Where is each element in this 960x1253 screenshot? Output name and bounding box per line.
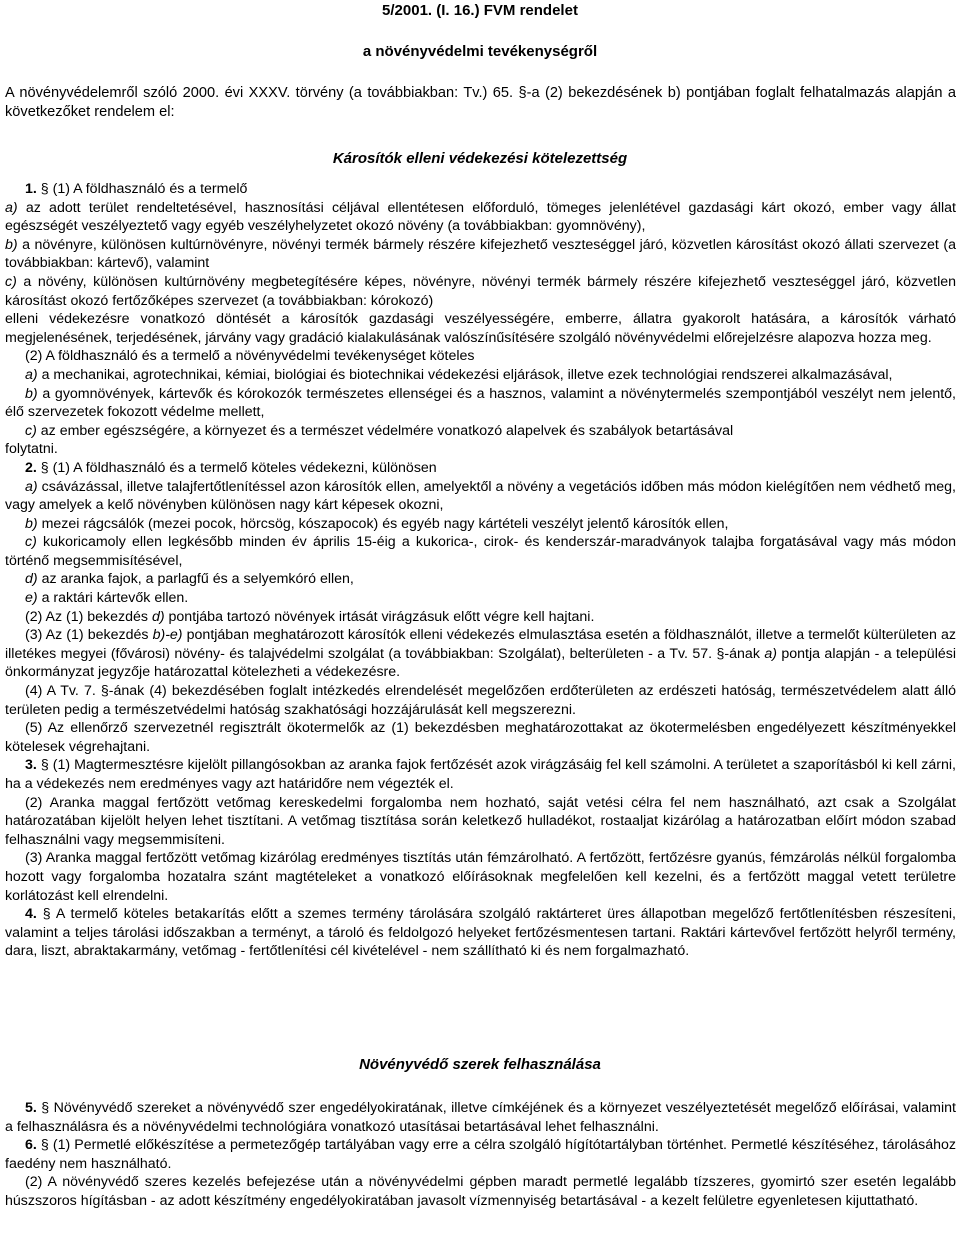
paragraph-5: 5. § Növényvédő szereket a növényvédő szer engedélyokiratának, illetve címkéjének és a környezet veszélyeztetését megelőző előírásai, valamint a felhasználásra és a növényvédelmi technológiára vonatkozó utasításai betartásával lehet felhasználni. xyxy=(5,1100,956,1135)
section-number-6: 6. xyxy=(25,1137,37,1154)
point-1-2-b: b) a gyomnövények, kártevők és kórokozók természetes ellenségei és a hasznos, valamint a növénytermelés szempontjából veszélyt nem jelentő, élő szervezetek fokozott védelme mellett, xyxy=(5,385,956,421)
section-heading-1: Károsítók elleni védekezési kötelezettség xyxy=(332,150,628,167)
point-2-c: c) kukoricamoly ellen legkésőbb minden év április 15-éig a kukorica-, cirok- és kenderszár-maradványok talajba forgatásával vagy más módon történő megsemmisítésével, xyxy=(5,534,956,569)
point-2-b: b) mezei rágcsálók (mezei pocok, hörcsög, kószapocok) és egyéb nagy kártételi veszélyt jelentő károsítók ellen, xyxy=(25,515,729,532)
paragraph-2-5: (5) Az ellenőrző szervezetnél regisztrált ökotermelők az (1) bekezdésben meghatározottakat az ökotermelésben engedélyezett készítményekkel kötelesek végrehajtani. xyxy=(5,720,956,755)
point-1-c: c) a növény, különösen kultúrnövény megbetegítésére képes, növényre, növényi termék bármely részére kifejezhető veszteséggel járó, közvetlen károsítást okozó fertőzőképes szervezet (a továbbiakban: kórokozó) xyxy=(5,273,956,309)
section-heading-2: Növényvédő szerek felhasználása xyxy=(359,1056,601,1073)
point-1-b: b) a növényre, különösen kultúrnövényre, növényi termék bármely részére kifejezhető veszteséggel járó, közvetlen károsítást okozó állati szervezet (a továbbiakban: kártevő), valamint xyxy=(5,236,956,272)
section-number-1: 1. xyxy=(25,181,37,197)
point-2-e: e) a raktári kártevők ellen. xyxy=(25,590,189,607)
point-1-2-c: c) az ember egészségére, a környezet és a természet védelmére vonatkozó alapelvek és szabályok betartásával xyxy=(25,422,734,439)
point-2-d: d) az aranka fajok, a parlagfű és a selyemkóró ellen, xyxy=(25,571,354,588)
paragraph-6-2: (2) A növényvédő szeres kezelés befejezése után a növényvédelmi gépben maradt permetlé legalább tízszeres, gyomirtó szer esetén legalább húszszoros hígításban - az adott készítmény engedélyokiratában javasolt vízmennyiség betartásával - a kezelt felületre egyenletesen kijuttatható. xyxy=(5,1174,956,1209)
section-number-4: 4. xyxy=(25,906,37,923)
section-2-body xyxy=(5,1099,956,1211)
paragraph-1-1: 1. § (1) A földhasználó és a termelő xyxy=(25,181,248,197)
paragraph-3-3: (3) Aranka maggal fertőzött vetőmag kizárólag eredményes tisztítás után fémzárolható. A fertőzött, fertőzésre gyanús, fémzárolás nélkül forgalomba hozott vagy forgalomba hozatalra szánt magtételeket a vonatkozó előírásoknak megfelelően kell kezelni, és a fertőzött maggal vetett területre korlátozást kell elrendelni. xyxy=(5,850,956,904)
paragraph-1-2: (2) A földhasználó és a termelő a növényvédelmi tevékenységet köteles xyxy=(25,348,475,365)
paragraph-1-1-tail: elleni védekezésre vonatkozó döntését a károsítók gazdasági veszélyességére, emberre, állatra gyakorolt hatására, a károsítók várható megjelenésének, terjedésének, járvány vagy gradáció kialakulásának valószínűsítésére szolgáló növényvédelmi előrejelzésre alapozva hozza meg. xyxy=(5,311,956,346)
paragraph-3-2: (2) Aranka maggal fertőzött vetőmag kereskedelmi forgalomba nem hozható, saját vetési célra fel nem használható, azt csak a Szolgálat határozatában kijelölt helyen lehet tisztítani. A vetőmag tisztítása során keletkező hulladékot, rostaaljat kizárólag a határozatban előírt módon szabad felhasználni vagy megsemmisíteni. xyxy=(5,794,956,848)
point-2-a: a) csávázással, illetve talajfertőtlenítéssel azon károsítók ellen, amelyektől a növény a vegetációs időben más módon kielégítően nem védhető meg, vagy amelyek a kelő növényben különösen nagy kárt képesek okozni, xyxy=(5,478,956,514)
paragraph-2-2: (2) Az (1) bekezdés d) pontjába tartozó növények irtását virágzásuk előtt végre kell hajtani. xyxy=(25,608,595,625)
paragraph-2-4: (4) A Tv. 7. §-ának (4) bekezdésében foglalt intézkedés elrendelését megelőzően erdőterületen az erdészeti hatóság, természetvédelem alatt álló területen pedig a természetvédelmi hatóság szakhatósági hozzájárulását kell megszerezni. xyxy=(5,683,956,718)
document-title: 5/2001. (I. 16.) FVM rendelet xyxy=(382,2,578,19)
point-1-2-a: a) a mechanikai, agrotechnikai, kémiai, biológiai és biotechnikai védekezési eljárások, illetve ezek technológiai rendszerei alkalmazásával, xyxy=(25,366,893,383)
point-1-a: a) az adott terület rendeltetésével, hasznosítási céljával ellentétesen előforduló, tömeges jelenlétével gazdasági kárt okozó, ember vagy állat egészségét veszélyeztető vagy egyéb veszélyhelyzetet okozó növény (a továbbiakban: gyomnövény), xyxy=(5,199,956,235)
intro-paragraph: A növényvédelemről szóló 2000. évi XXXV. törvény (a továbbiakban: Tv.) 65. §-a (2) bekezdésének b) pontjában foglalt felhatalmazás alapján a következőket rendelem el: xyxy=(5,85,956,120)
paragraph-2-1: 2. § (1) A földhasználó és a termelő köteles védekezni, különösen xyxy=(25,459,437,476)
paragraph-4: 4. § A termelő köteles betakarítás előtt a szemes termény tárolására szolgáló raktárteret üres állapotban megelőző fertőtlenítésben részesíteni, valamint a teljes tárolási időszakban a terményt, a tároló és feldolgozó helyeket fertőzésmentesen tartani. Raktári kártevővel fertőzött helyről termény, dara, liszt, abraktakarmány, vetőmag - fertőtlenítési cél kivételével - nem szállítható ki és nem forgalmazható. xyxy=(5,906,956,960)
paragraph-1-2-tail: folytatni. xyxy=(5,441,58,458)
section-number-5: 5. xyxy=(25,1100,37,1116)
document-subtitle: a növényvédelmi tevékenységről xyxy=(362,43,598,60)
paragraph-6-1: 6. § (1) Permetlé előkészítése a permetezőgép tartályában vagy erre a célra szolgáló hígítótartályban történhet. Permetlé készítéséhez, tárolásához faedény nem használható. xyxy=(5,1137,956,1172)
section-number-3: 3. xyxy=(25,757,37,774)
section-number-2: 2. xyxy=(25,459,37,476)
paragraph-2-3: (3) Az (1) bekezdés b)-e) pontjában meghatározott károsítók elleni védekezés elmulasztása esetén a földhasználót, illetve a termelőt külterületen az illetékes megyei (fővárosi) növény- és talajvédelmi szolgálat (a továbbiakban: Szolgálat), belterületen - a Tv. 57. §-ának a) pontja alapján - a települési önkormányzat jegyzője határozattal kötelezheti a védekezésre. xyxy=(5,627,956,681)
paragraph-3-1: 3. § (1) Magtermesztésre kijelölt pillangósokban az aranka fajok fertőzését azok virágzásáig fel kell számolni. A területet a szaporításból ki kell zárni, ha a védekezés nem eredményes vagy azt határidőre nem végezték el. xyxy=(5,757,956,792)
section-1-body xyxy=(5,180,956,961)
